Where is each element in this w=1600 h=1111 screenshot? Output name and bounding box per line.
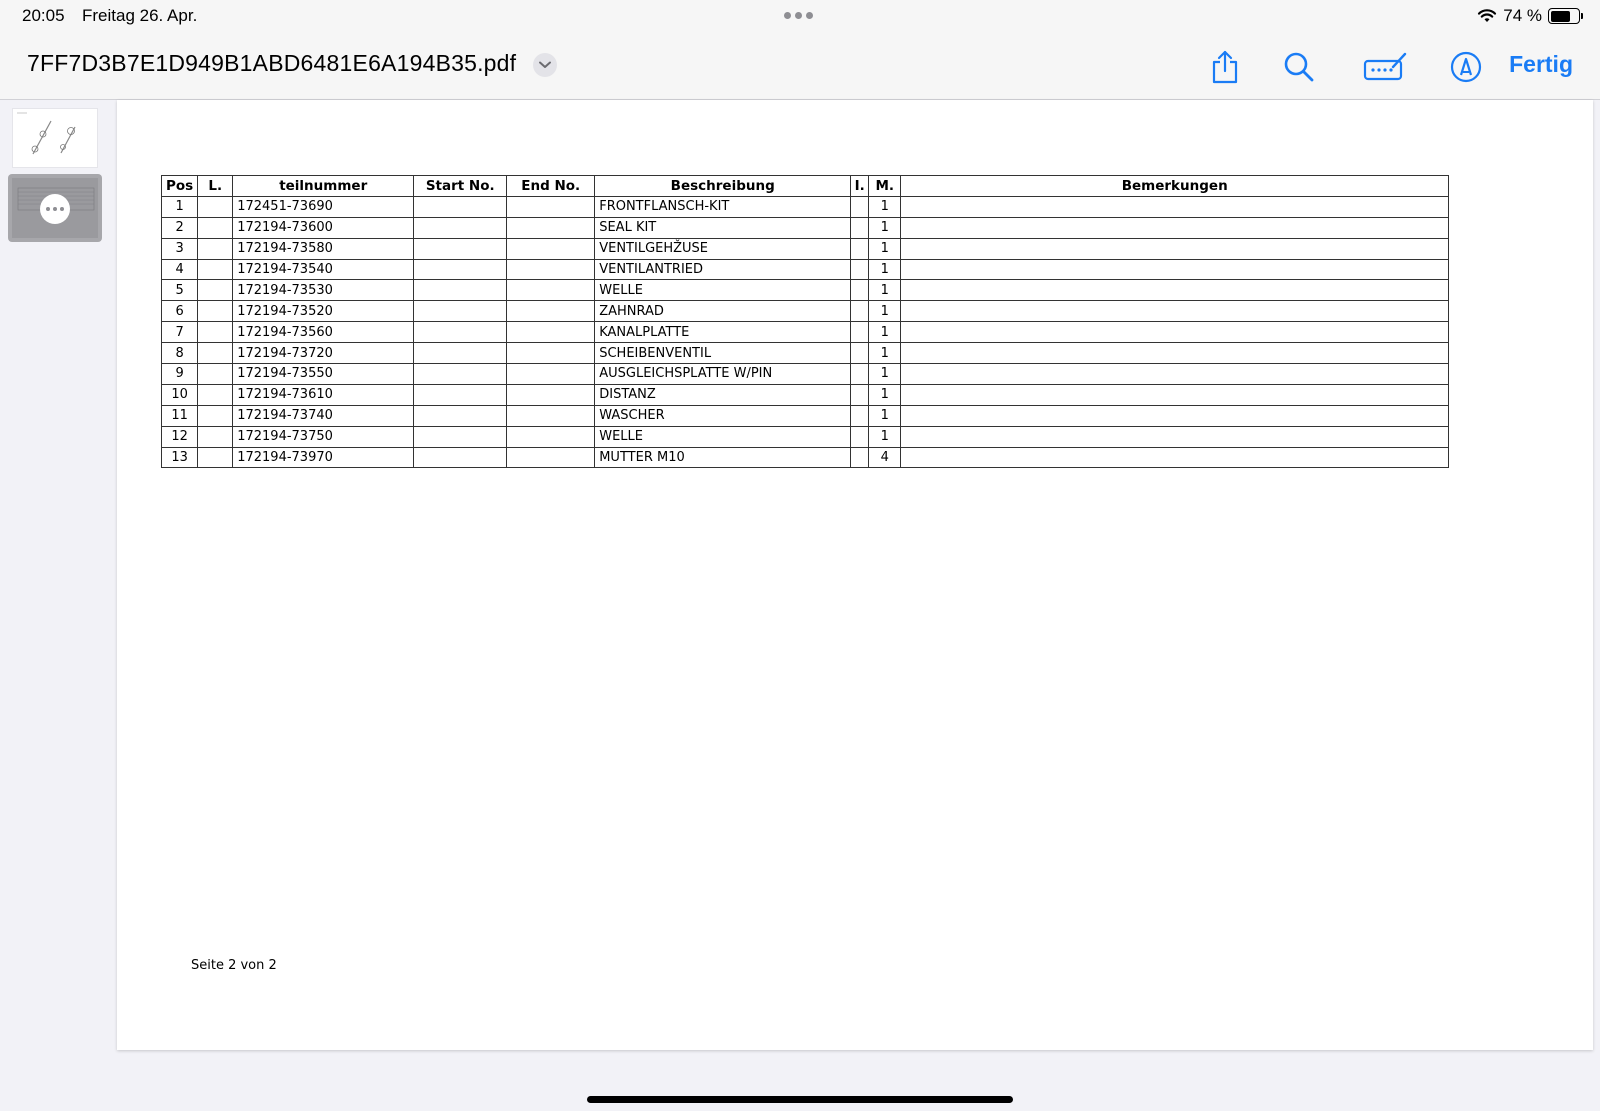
cell-end-no: [507, 405, 595, 426]
cell-l: [198, 259, 233, 280]
cell-remarks: [901, 426, 1449, 447]
cell-description: WELLE: [595, 280, 851, 301]
cell-part-number: 172194-73580: [233, 238, 414, 259]
table-row: [162, 259, 1449, 280]
wifi-icon: [1477, 8, 1497, 24]
cell-description: SEAL KIT: [595, 217, 851, 238]
cell-remarks: [901, 238, 1449, 259]
table-row: [162, 405, 1449, 426]
cell-i: [851, 238, 869, 259]
column-header: teilnummer: [233, 176, 414, 197]
column-header: L.: [198, 176, 233, 197]
cell-m: 1: [869, 322, 901, 343]
cell-part-number: 172194-73600: [233, 217, 414, 238]
cell-end-no: [507, 343, 595, 364]
table-row: [162, 280, 1449, 301]
cell-pos: 5: [162, 280, 198, 301]
cell-remarks: [901, 196, 1449, 217]
cell-m: 1: [869, 217, 901, 238]
cell-end-no: [507, 322, 595, 343]
cell-pos: 12: [162, 426, 198, 447]
cell-i: [851, 384, 869, 405]
cell-part-number: 172194-73560: [233, 322, 414, 343]
page-thumbnail-2[interactable]: [8, 174, 102, 242]
table-row: [162, 426, 1449, 447]
cell-description: WASCHER: [595, 405, 851, 426]
parts-table: [161, 175, 1449, 468]
toolbar: [0, 34, 1600, 100]
cell-i: [851, 426, 869, 447]
cell-remarks: [901, 259, 1449, 280]
cell-remarks: [901, 322, 1449, 343]
column-header: Pos: [162, 176, 198, 197]
cell-start-no: [414, 405, 507, 426]
cell-part-number: 172194-73970: [233, 447, 414, 468]
cell-start-no: [414, 238, 507, 259]
cell-part-number: 172194-73520: [233, 301, 414, 322]
more-options-icon[interactable]: [40, 194, 70, 224]
cell-description: AUSGLEICHSPLATTE W/PIN: [595, 364, 851, 385]
cell-end-no: [507, 384, 595, 405]
page-thumbnails-sidebar: [0, 100, 110, 1111]
cell-start-no: [414, 217, 507, 238]
cell-l: [198, 238, 233, 259]
cell-description: VENTILGEHŽUSE: [595, 238, 851, 259]
cell-start-no: [414, 343, 507, 364]
cell-l: [198, 447, 233, 468]
cell-remarks: [901, 217, 1449, 238]
status-time: 20:05: [22, 6, 65, 25]
cell-pos: 4: [162, 259, 198, 280]
cell-part-number: 172194-73750: [233, 426, 414, 447]
table-row: [162, 384, 1449, 405]
cell-part-number: 172194-73610: [233, 384, 414, 405]
cell-l: [198, 384, 233, 405]
cell-m: 1: [869, 343, 901, 364]
done-button[interactable]: Fertig: [1509, 51, 1573, 77]
cell-i: [851, 301, 869, 322]
page-number-footer: Seite 2 von 2: [191, 958, 277, 973]
markup-pen-icon[interactable]: [1447, 48, 1485, 86]
document-title[interactable]: 7FF7D3B7E1D949B1ABD6481E6A194B35.pdf: [27, 50, 517, 76]
cell-m: 1: [869, 405, 901, 426]
cell-pos: 2: [162, 217, 198, 238]
cell-pos: 3: [162, 238, 198, 259]
drawing-thumbnail-icon: [13, 109, 97, 167]
cell-start-no: [414, 426, 507, 447]
cell-end-no: [507, 447, 595, 468]
cell-start-no: [414, 364, 507, 385]
cell-i: [851, 196, 869, 217]
cell-description: KANALPLATTE: [595, 322, 851, 343]
cell-pos: 1: [162, 196, 198, 217]
cell-start-no: [414, 280, 507, 301]
column-header: End No.: [507, 176, 595, 197]
cell-remarks: [901, 364, 1449, 385]
cell-m: 1: [869, 384, 901, 405]
cell-end-no: [507, 238, 595, 259]
cell-l: [198, 405, 233, 426]
cell-start-no: [414, 447, 507, 468]
multitasking-dots-icon[interactable]: [784, 12, 813, 19]
battery-percent: 74 %: [1503, 6, 1542, 25]
cell-description: MUTTER M10: [595, 447, 851, 468]
battery-icon: [1548, 8, 1580, 24]
cell-pos: 6: [162, 301, 198, 322]
cell-part-number: 172194-73530: [233, 280, 414, 301]
status-indicators: [1477, 6, 1580, 26]
cell-end-no: [507, 280, 595, 301]
cell-l: [198, 364, 233, 385]
search-icon[interactable]: [1280, 48, 1318, 86]
page-thumbnail-1[interactable]: [12, 108, 98, 168]
cell-end-no: [507, 426, 595, 447]
cell-m: 1: [869, 364, 901, 385]
share-icon[interactable]: [1206, 48, 1244, 86]
cell-pos: 8: [162, 343, 198, 364]
column-header: Beschreibung: [595, 176, 851, 197]
cell-remarks: [901, 447, 1449, 468]
cell-start-no: [414, 196, 507, 217]
cell-remarks: [901, 343, 1449, 364]
home-indicator[interactable]: [587, 1096, 1013, 1103]
cell-start-no: [414, 322, 507, 343]
cell-description: WELLE: [595, 426, 851, 447]
cell-m: 4: [869, 447, 901, 468]
column-header: Bemerkungen: [901, 176, 1449, 197]
battery-fill: [1551, 11, 1571, 22]
cell-remarks: [901, 405, 1449, 426]
cell-pos: 11: [162, 405, 198, 426]
cell-part-number: 172451-73690: [233, 196, 414, 217]
cell-part-number: 172194-73550: [233, 364, 414, 385]
cell-remarks: [901, 384, 1449, 405]
cell-i: [851, 322, 869, 343]
cell-l: [198, 217, 233, 238]
cell-l: [198, 196, 233, 217]
cell-m: 1: [869, 280, 901, 301]
table-row: [162, 196, 1449, 217]
status-date: Freitag 26. Apr.: [82, 6, 198, 25]
cell-remarks: [901, 280, 1449, 301]
cell-description: SCHEIBENVENTIL: [595, 343, 851, 364]
cell-pos: 13: [162, 447, 198, 468]
cell-description: DISTANZ: [595, 384, 851, 405]
cell-i: [851, 259, 869, 280]
table-row: [162, 447, 1449, 468]
cell-i: [851, 447, 869, 468]
cell-description: ZAHNRAD: [595, 301, 851, 322]
column-header: I.: [851, 176, 869, 197]
cell-m: 1: [869, 426, 901, 447]
cell-description: VENTILANTRIED: [595, 259, 851, 280]
table-row: [162, 343, 1449, 364]
table-row: [162, 322, 1449, 343]
cell-end-no: [507, 364, 595, 385]
cell-part-number: 172194-73740: [233, 405, 414, 426]
table-row: [162, 238, 1449, 259]
cell-end-no: [507, 217, 595, 238]
cell-start-no: [414, 301, 507, 322]
cell-i: [851, 217, 869, 238]
cell-remarks: [901, 301, 1449, 322]
column-header: M.: [869, 176, 901, 197]
cell-l: [198, 301, 233, 322]
cell-end-no: [507, 196, 595, 217]
cell-i: [851, 405, 869, 426]
cell-l: [198, 426, 233, 447]
cell-end-no: [507, 259, 595, 280]
cell-m: 1: [869, 259, 901, 280]
table-header-row: [162, 176, 1449, 197]
cell-description: FRONTFLANSCH-KIT: [595, 196, 851, 217]
keyboard-pencil-icon[interactable]: [1362, 48, 1410, 86]
column-header: Start No.: [414, 176, 507, 197]
cell-l: [198, 343, 233, 364]
cell-m: 1: [869, 301, 901, 322]
cell-start-no: [414, 259, 507, 280]
status-bar: [0, 0, 1600, 34]
table-row: [162, 364, 1449, 385]
table-row: [162, 301, 1449, 322]
cell-pos: 10: [162, 384, 198, 405]
cell-part-number: 172194-73720: [233, 343, 414, 364]
chevron-down-icon[interactable]: [533, 53, 557, 77]
pdf-page: [117, 100, 1593, 1050]
cell-i: [851, 343, 869, 364]
cell-part-number: 172194-73540: [233, 259, 414, 280]
cell-end-no: [507, 301, 595, 322]
cell-start-no: [414, 384, 507, 405]
cell-m: 1: [869, 238, 901, 259]
cell-pos: 9: [162, 364, 198, 385]
parts-table-body: [162, 196, 1449, 468]
cell-i: [851, 280, 869, 301]
table-row: [162, 217, 1449, 238]
cell-l: [198, 280, 233, 301]
cell-m: 1: [869, 196, 901, 217]
document-viewer[interactable]: [110, 100, 1600, 1111]
cell-pos: 7: [162, 322, 198, 343]
cell-l: [198, 322, 233, 343]
cell-i: [851, 364, 869, 385]
